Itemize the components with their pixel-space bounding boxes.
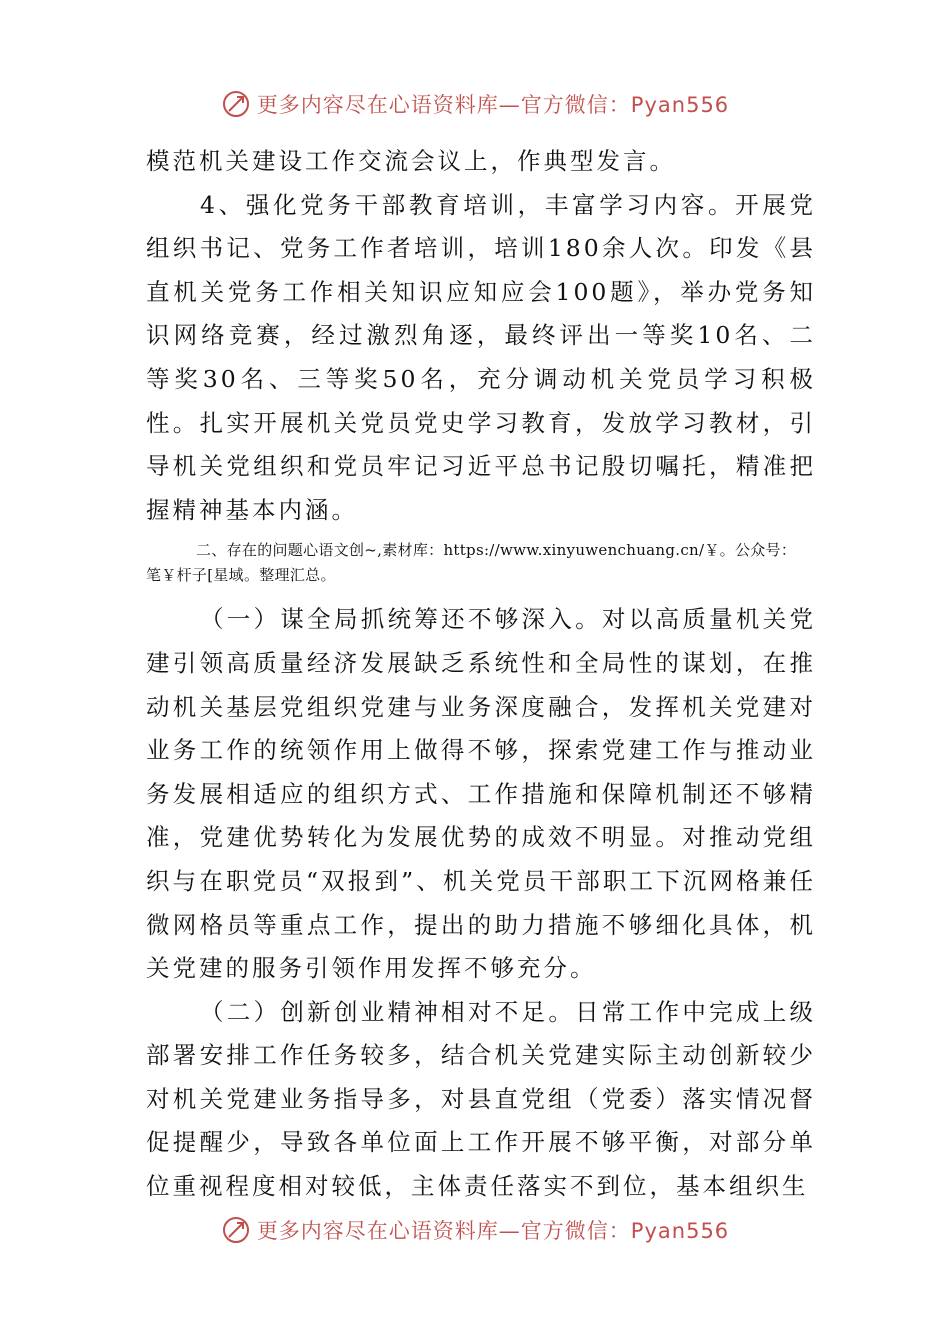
document-body [146,140,816,1209]
footer-banner-text: 更多内容尽在心语资料库—官方微信：Pyan556 [256,1219,730,1243]
paragraph-problem-2: （二）创新创业精神相对不足。日常工作中完成上级部署安排工作任务较多，结合机关党建实际主动创新较少对机关党建业务指导多，对县直党组（党委）落实情况督促提醒少，导致各单位面上工作开展不够平衡，对部分单位重视程度相对较低，主体责任落实不到位，基本组织生 [146,997,816,1201]
section-heading-line-2: 笔￥杆子[星域。整理汇总。 [146,566,336,585]
quill-logo-icon [221,89,251,119]
paragraph-1: 模范机关建设工作交流会议上，作典型发言。 [146,147,676,175]
header-banner [0,84,950,124]
paragraph-problem-1: （一）谋全局抓统筹还不够深入。对以高质量机关党建引领高质量经济发展缺乏系统性和全局性的谋划，在推动机关基层党组织党建与业务深度融合，发挥机关党建对业务工作的统领作用上做得不够，探索党建工作与推动业务发展相适应的组织方式、工作措施和保障机制还不够精准，党建优势转化为发展优势的成效不明显。对推动党组织与在职党员“双报到”、机关党员干部职工下沉网格兼任微网格员等重点工作，提出的助力措施不够细化具体，机关党建的服务引领作用发挥不够充分。 [146,605,816,983]
section-heading-note [146,538,816,588]
quill-logo-icon [221,1215,251,1245]
header-banner-text: 更多内容尽在心语资料库—官方微信：Pyan556 [256,93,730,117]
paragraph-2: 4、强化党务干部教育培训，丰富学习内容。开展党组织书记、党务工作者培训，培训180余人次。印发《县直机关党务工作相关知识应知应会100题》，举办党务知识网络竞赛，经过激烈角逐，最终评出一等奖10名、二等奖30名、三等奖50名，充分调动机关党员学习积极性。扎实开展机关党员党史学习教育，发放学习教材，引导机关党组织和党员牢记习近平总书记殷切嘱托，精准把握精神基本内涵。 [146,190,816,524]
section-heading-line-1: 二、存在的问题心语文创~,素材库：https://www.xinyuwenchuang.cn/￥。公众号： [196,541,797,560]
footer-banner [0,1210,950,1250]
